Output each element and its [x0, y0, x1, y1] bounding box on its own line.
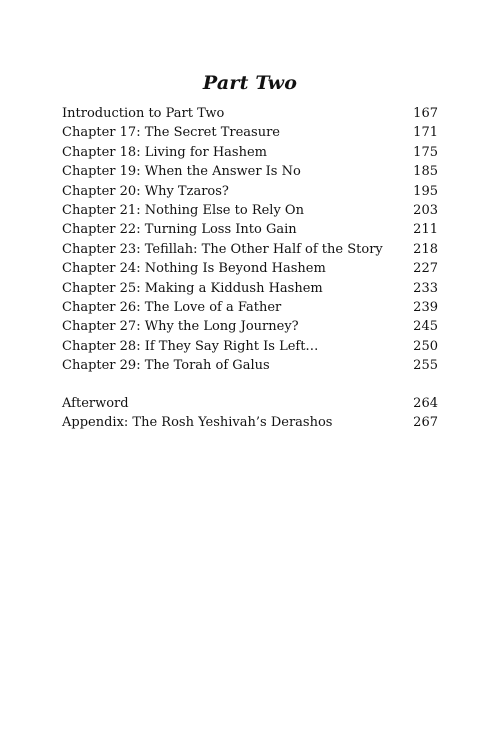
- toc-entry-title: Chapter 25: Making a Kiddush Hashem: [62, 280, 323, 296]
- toc-main-list: [62, 104, 438, 375]
- toc-entry-title: Chapter 22: Turning Loss Into Gain: [62, 222, 297, 238]
- toc-entry-title: Chapter 19: When the Answer Is No: [62, 164, 301, 180]
- toc-entry: [62, 317, 438, 336]
- toc-entry-title: Chapter 17: The Secret Treasure: [62, 125, 281, 141]
- toc-entry-page: 175: [413, 144, 438, 160]
- toc-entry: [62, 220, 438, 239]
- toc-back-matter-list: [62, 394, 438, 433]
- toc-entry: [62, 279, 438, 298]
- toc-entry: [62, 201, 438, 220]
- toc-entry-title: Chapter 29: The Torah of Galus: [62, 358, 270, 374]
- toc-entry-title: Chapter 26: The Love of a Father: [62, 299, 282, 315]
- toc-entry-page: 267: [413, 415, 438, 431]
- toc-entry-title: Chapter 24: Nothing Is Beyond Hashem: [62, 261, 326, 277]
- toc-entry: [62, 337, 438, 356]
- toc-entry: [62, 259, 438, 278]
- toc-entry: [62, 394, 438, 413]
- toc-entry-page: 171: [413, 125, 438, 141]
- toc-entry-title: Chapter 21: Nothing Else to Rely On: [62, 202, 304, 218]
- part-title: Part Two: [202, 72, 298, 94]
- toc-entry: [62, 143, 438, 162]
- toc-entry-page: 255: [413, 358, 438, 374]
- toc-entry-page: 264: [413, 396, 438, 411]
- toc-entry: [62, 240, 438, 259]
- toc-entry: [62, 182, 438, 201]
- toc-entry-page: 233: [413, 280, 438, 296]
- toc-entry-title: Chapter 23: Tefillah: The Other Half of the Story: [62, 241, 383, 257]
- toc-entry-page: 203: [413, 202, 438, 218]
- toc-entry-title: Chapter 27: Why the Long Journey?: [62, 319, 299, 335]
- toc-entry-page: 227: [413, 261, 438, 277]
- toc-entry-title: Chapter 18: Living for Hashem: [62, 144, 267, 160]
- toc-entry-title: Appendix: The Rosh Yeshivah’s Derashos: [62, 415, 333, 431]
- toc-entry-title: Chapter 20: Why Tzaros?: [62, 183, 229, 199]
- toc-entry-page: 245: [413, 319, 438, 335]
- toc-entry-page: 211: [413, 222, 438, 238]
- toc-entry-page: 167: [413, 106, 438, 121]
- toc-entry: [62, 162, 438, 181]
- toc-entry: [62, 104, 438, 123]
- toc-entry-page: 218: [413, 241, 438, 257]
- toc-entry-title: Introduction to Part Two: [62, 106, 225, 121]
- toc-entry-page: 250: [413, 338, 438, 354]
- toc-entry: [62, 356, 438, 375]
- toc-entry: [62, 298, 438, 317]
- toc-entry-page: 195: [413, 183, 438, 199]
- toc-entry-page: 239: [413, 299, 438, 315]
- toc-entry: [62, 413, 438, 432]
- toc-entry-title: Chapter 28: If They Say Right Is Left…: [62, 338, 319, 354]
- toc-entry: [62, 123, 438, 142]
- toc-entry-title: Afterword: [62, 396, 129, 411]
- toc-entry-page: 185: [413, 164, 438, 180]
